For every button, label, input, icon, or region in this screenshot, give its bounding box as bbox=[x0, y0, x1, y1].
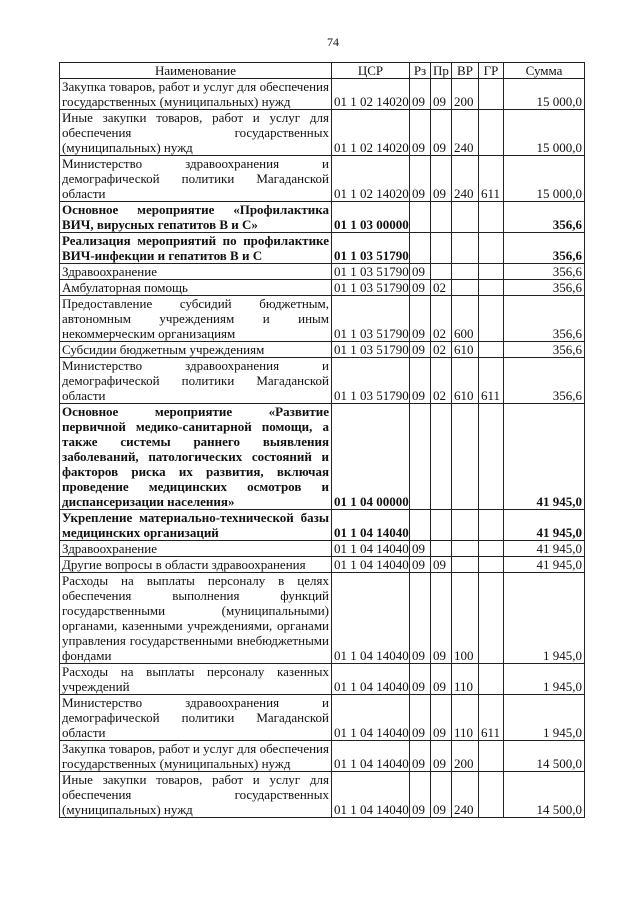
cell-gr bbox=[479, 296, 504, 342]
cell-rz: 09 bbox=[410, 156, 431, 202]
cell-vr bbox=[452, 233, 479, 264]
budget-table bbox=[59, 62, 585, 818]
cell-vr: 600 bbox=[452, 296, 479, 342]
cell-sum: 356,6 bbox=[504, 264, 585, 280]
cell-rz: 09 bbox=[410, 296, 431, 342]
cell-pr: 02 bbox=[431, 296, 452, 342]
table-row bbox=[60, 110, 585, 156]
cell-rz bbox=[410, 404, 431, 510]
cell-pr: 02 bbox=[431, 358, 452, 404]
cell-vr: 240 bbox=[452, 772, 479, 818]
header-sum: Сумма bbox=[504, 63, 585, 79]
table-row bbox=[60, 573, 585, 664]
cell-gr bbox=[479, 772, 504, 818]
table-row bbox=[60, 510, 585, 541]
cell-gr bbox=[479, 280, 504, 296]
cell-sum: 15 000,0 bbox=[504, 156, 585, 202]
cell-rz: 09 bbox=[410, 664, 431, 695]
cell-rz: 09 bbox=[410, 280, 431, 296]
cell-csr: 01 1 03 51790 bbox=[332, 342, 410, 358]
cell-csr: 01 1 02 14020 bbox=[332, 79, 410, 110]
cell-sum: 356,6 bbox=[504, 280, 585, 296]
cell-pr: 09 bbox=[431, 557, 452, 573]
cell-vr bbox=[452, 510, 479, 541]
cell-vr bbox=[452, 280, 479, 296]
cell-gr bbox=[479, 404, 504, 510]
cell-pr: 09 bbox=[431, 79, 452, 110]
cell-csr: 01 1 03 00000 bbox=[332, 202, 410, 233]
cell-sum: 356,6 bbox=[504, 342, 585, 358]
table-row bbox=[60, 541, 585, 557]
cell-pr: 09 bbox=[431, 110, 452, 156]
cell-csr: 01 1 04 14040 bbox=[332, 573, 410, 664]
cell-csr: 01 1 04 14040 bbox=[332, 510, 410, 541]
cell-sum: 15 000,0 bbox=[504, 79, 585, 110]
cell-name: Амбулаторная помощь bbox=[60, 280, 332, 296]
cell-sum: 356,6 bbox=[504, 296, 585, 342]
cell-gr bbox=[479, 541, 504, 557]
cell-name: Предоставление субсидий бюджетным, автономным учреждениям и иным некоммерческим организациям bbox=[60, 296, 332, 342]
page-number: 74 bbox=[327, 35, 339, 49]
cell-pr: 02 bbox=[431, 342, 452, 358]
cell-gr bbox=[479, 741, 504, 772]
cell-rz: 09 bbox=[410, 264, 431, 280]
table-row bbox=[60, 404, 585, 510]
cell-gr: 611 bbox=[479, 358, 504, 404]
cell-pr: 09 bbox=[431, 695, 452, 741]
cell-vr: 200 bbox=[452, 79, 479, 110]
cell-name: Министерство здравоохранения и демографической политики Магаданской области bbox=[60, 156, 332, 202]
cell-pr bbox=[431, 404, 452, 510]
cell-csr: 01 1 04 14040 bbox=[332, 741, 410, 772]
cell-name: Расходы на выплаты персоналу казенных учреждений bbox=[60, 664, 332, 695]
cell-name: Основное мероприятие «Профилактика ВИЧ, вирусных гепатитов В и С» bbox=[60, 202, 332, 233]
header-csr: ЦСР bbox=[332, 63, 410, 79]
cell-name: Основное мероприятие «Развитие первичной медико-санитарной помощи, а также системы раннего выявления заболеваний, патологических состояний и факторов риска их развития, включая проведение медицинских осмотров и диспансеризации населения» bbox=[60, 404, 332, 510]
table-row bbox=[60, 772, 585, 818]
cell-name: Закупка товаров, работ и услуг для обеспечения государственных (муниципальных) нужд bbox=[60, 741, 332, 772]
cell-name: Реализация мероприятий по профилактике ВИЧ-инфекции и гепатитов В и С bbox=[60, 233, 332, 264]
cell-name: Укрепление материально-технической базы медицинских организаций bbox=[60, 510, 332, 541]
cell-vr bbox=[452, 404, 479, 510]
cell-pr: 09 bbox=[431, 573, 452, 664]
cell-gr bbox=[479, 202, 504, 233]
cell-vr bbox=[452, 264, 479, 280]
cell-rz bbox=[410, 233, 431, 264]
cell-name: Министерство здравоохранения и демографической политики Магаданской области bbox=[60, 358, 332, 404]
cell-rz: 09 bbox=[410, 358, 431, 404]
cell-vr: 110 bbox=[452, 664, 479, 695]
table-row bbox=[60, 741, 585, 772]
cell-csr: 01 1 02 14020 bbox=[332, 110, 410, 156]
cell-csr: 01 1 03 51790 bbox=[332, 280, 410, 296]
cell-name: Субсидии бюджетным учреждениям bbox=[60, 342, 332, 358]
cell-gr: 611 bbox=[479, 156, 504, 202]
table-row bbox=[60, 342, 585, 358]
cell-csr: 01 1 02 14020 bbox=[332, 156, 410, 202]
table-row bbox=[60, 296, 585, 342]
cell-sum: 356,6 bbox=[504, 202, 585, 233]
table-row bbox=[60, 156, 585, 202]
cell-vr: 100 bbox=[452, 573, 479, 664]
cell-rz: 09 bbox=[410, 557, 431, 573]
cell-pr bbox=[431, 510, 452, 541]
cell-vr: 200 bbox=[452, 741, 479, 772]
cell-csr: 01 1 04 14040 bbox=[332, 772, 410, 818]
cell-sum: 1 945,0 bbox=[504, 664, 585, 695]
table-row bbox=[60, 202, 585, 233]
cell-sum: 1 945,0 bbox=[504, 573, 585, 664]
cell-rz: 09 bbox=[410, 695, 431, 741]
cell-pr bbox=[431, 202, 452, 233]
table-row bbox=[60, 664, 585, 695]
cell-csr: 01 1 04 14040 bbox=[332, 541, 410, 557]
table-row bbox=[60, 79, 585, 110]
cell-sum: 14 500,0 bbox=[504, 772, 585, 818]
cell-vr: 240 bbox=[452, 156, 479, 202]
cell-sum: 41 945,0 bbox=[504, 557, 585, 573]
cell-rz: 09 bbox=[410, 741, 431, 772]
cell-sum: 41 945,0 bbox=[504, 404, 585, 510]
cell-vr bbox=[452, 541, 479, 557]
cell-name: Другие вопросы в области здравоохранения bbox=[60, 557, 332, 573]
cell-pr: 09 bbox=[431, 772, 452, 818]
cell-csr: 01 1 03 51790 bbox=[332, 296, 410, 342]
cell-gr bbox=[479, 110, 504, 156]
cell-sum: 1 945,0 bbox=[504, 695, 585, 741]
cell-vr bbox=[452, 557, 479, 573]
cell-vr: 610 bbox=[452, 342, 479, 358]
table-row bbox=[60, 233, 585, 264]
table-row bbox=[60, 695, 585, 741]
cell-name: Расходы на выплаты персоналу в целях обеспечения выполнения функций государственными (муниципальными) органами, казенными учреждениями, органами управления государственными внебюджетными фондами bbox=[60, 573, 332, 664]
header-vr: ВР bbox=[452, 63, 479, 79]
cell-name: Здравоохранение bbox=[60, 264, 332, 280]
cell-name: Иные закупки товаров, работ и услуг для обеспечения государственных (муниципальных) нужд bbox=[60, 110, 332, 156]
cell-sum: 15 000,0 bbox=[504, 110, 585, 156]
cell-gr bbox=[479, 510, 504, 541]
cell-sum: 356,6 bbox=[504, 233, 585, 264]
cell-csr: 01 1 04 14040 bbox=[332, 695, 410, 741]
cell-pr bbox=[431, 264, 452, 280]
cell-rz: 09 bbox=[410, 772, 431, 818]
table-row bbox=[60, 557, 585, 573]
cell-gr bbox=[479, 573, 504, 664]
cell-pr bbox=[431, 541, 452, 557]
header-gr: ГР bbox=[479, 63, 504, 79]
cell-csr: 01 1 04 00000 bbox=[332, 404, 410, 510]
cell-name: Иные закупки товаров, работ и услуг для обеспечения государственных (муниципальных) нужд bbox=[60, 772, 332, 818]
cell-gr bbox=[479, 557, 504, 573]
cell-vr: 110 bbox=[452, 695, 479, 741]
cell-vr bbox=[452, 202, 479, 233]
cell-pr: 02 bbox=[431, 280, 452, 296]
cell-name: Закупка товаров, работ и услуг для обеспечения государственных (муниципальных) нужд bbox=[60, 79, 332, 110]
cell-gr: 611 bbox=[479, 695, 504, 741]
cell-csr: 01 1 04 14040 bbox=[332, 557, 410, 573]
cell-gr bbox=[479, 664, 504, 695]
header-name: Наименование bbox=[60, 63, 332, 79]
table-row bbox=[60, 280, 585, 296]
cell-rz bbox=[410, 510, 431, 541]
cell-sum: 41 945,0 bbox=[504, 541, 585, 557]
cell-sum: 41 945,0 bbox=[504, 510, 585, 541]
cell-csr: 01 1 03 51790 bbox=[332, 264, 410, 280]
cell-sum: 356,6 bbox=[504, 358, 585, 404]
cell-gr bbox=[479, 79, 504, 110]
table-header-row bbox=[60, 63, 585, 79]
cell-csr: 01 1 03 51790 bbox=[332, 358, 410, 404]
cell-rz: 09 bbox=[410, 541, 431, 557]
cell-rz: 09 bbox=[410, 110, 431, 156]
cell-sum: 14 500,0 bbox=[504, 741, 585, 772]
cell-pr: 09 bbox=[431, 664, 452, 695]
cell-gr bbox=[479, 264, 504, 280]
cell-pr bbox=[431, 233, 452, 264]
cell-name: Министерство здравоохранения и демографической политики Магаданской области bbox=[60, 695, 332, 741]
cell-gr bbox=[479, 342, 504, 358]
cell-vr: 610 bbox=[452, 358, 479, 404]
cell-rz: 09 bbox=[410, 79, 431, 110]
table-row bbox=[60, 358, 585, 404]
cell-rz: 09 bbox=[410, 573, 431, 664]
cell-vr: 240 bbox=[452, 110, 479, 156]
cell-rz bbox=[410, 202, 431, 233]
cell-csr: 01 1 03 51790 bbox=[332, 233, 410, 264]
cell-pr: 09 bbox=[431, 741, 452, 772]
cell-gr bbox=[479, 233, 504, 264]
cell-csr: 01 1 04 14040 bbox=[332, 664, 410, 695]
cell-pr: 09 bbox=[431, 156, 452, 202]
cell-name: Здравоохранение bbox=[60, 541, 332, 557]
header-rz: Рз bbox=[410, 63, 431, 79]
cell-rz: 09 bbox=[410, 342, 431, 358]
table-row bbox=[60, 264, 585, 280]
header-pr: Пр bbox=[431, 63, 452, 79]
